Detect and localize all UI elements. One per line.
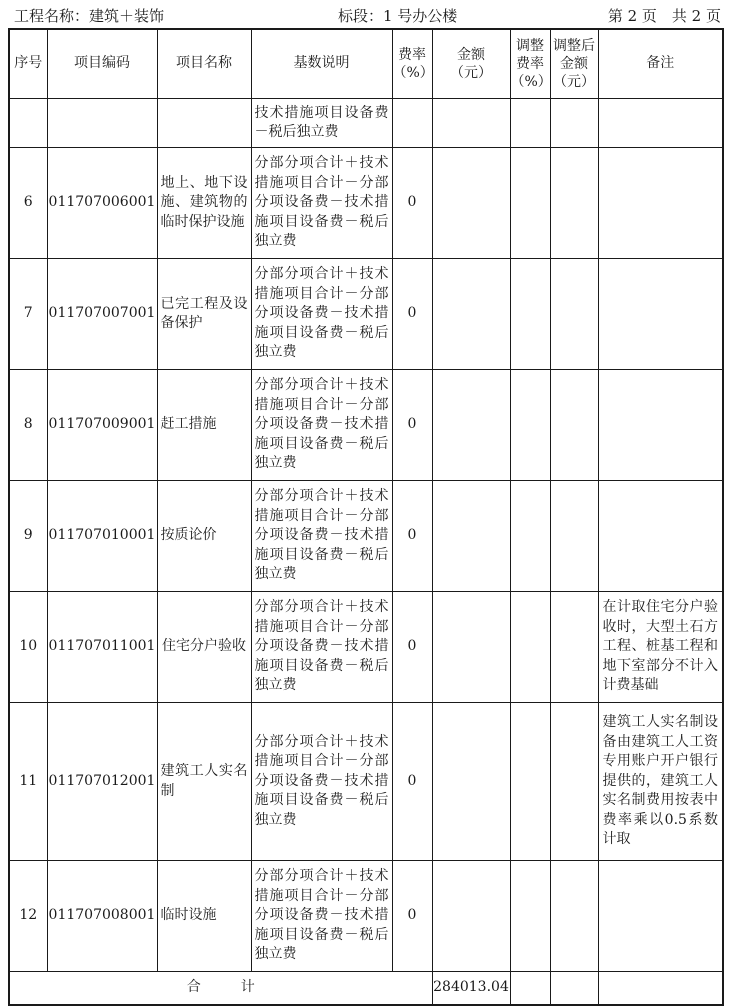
cell-code: 011707008001: [47, 861, 157, 972]
cell-name: 建筑工人实名制: [157, 703, 251, 861]
cell-adj-amount: [550, 592, 598, 703]
cell-adj-rate: [510, 370, 550, 481]
cell-amount: [432, 592, 510, 703]
table-row: [9, 481, 723, 592]
cell-adj-amount: [550, 148, 598, 259]
cell-amount: [432, 481, 510, 592]
cell-adj-rate: [510, 592, 550, 703]
cell-rate: 0: [392, 370, 432, 481]
total-amount: 284013.04: [432, 972, 510, 1006]
cell-adj-amount: [550, 370, 598, 481]
cell-rate: 0: [392, 148, 432, 259]
cell-basis: 技术措施项目设备费－税后独立费: [251, 99, 392, 148]
cell-basis: 分部分项合计＋技术措施项目合计－分部分项设备费－技术措施项目设备费－税后独立费: [251, 481, 392, 592]
cell-seq: 6: [9, 148, 47, 259]
cell-amount: [432, 259, 510, 370]
cell-basis: 分部分项合计＋技术措施项目合计－分部分项设备费－技术措施项目设备费－税后独立费: [251, 861, 392, 972]
cell-adj-amount: [550, 703, 598, 861]
cell-adj-rate: [510, 259, 550, 370]
section-name: 标段：1 号办公楼: [338, 7, 458, 25]
cell-rate: 0: [392, 703, 432, 861]
cell-amount: [432, 861, 510, 972]
cell-adj-amount: [550, 259, 598, 370]
col-adj-amount: 调整后金额（元）: [550, 29, 598, 99]
cell-amount: [432, 370, 510, 481]
cell-code: 011707011001: [47, 592, 157, 703]
cell-seq: 11: [9, 703, 47, 861]
cell-code: 011707006001: [47, 148, 157, 259]
cell-note: [598, 370, 723, 481]
cell-seq: 7: [9, 259, 47, 370]
col-basis: 基数说明: [251, 29, 392, 99]
cell-basis: 分部分项合计＋技术措施项目合计－分部分项设备费－技术措施项目设备费－税后独立费: [251, 703, 392, 861]
cell-name: 临时设施: [157, 861, 251, 972]
col-rate: 费率（%）: [392, 29, 432, 99]
table-row: [9, 592, 723, 703]
col-code: 项目编码: [47, 29, 157, 99]
table-row: [9, 370, 723, 481]
cell-adj-rate: [510, 861, 550, 972]
cell-name: 赶工措施: [157, 370, 251, 481]
cell-code: 011707012001: [47, 703, 157, 861]
cell-note: [598, 259, 723, 370]
cell-rate: 0: [392, 592, 432, 703]
page-number: 第 2 页 共 2 页: [607, 7, 721, 25]
cell-seq: 9: [9, 481, 47, 592]
col-name: 项目名称: [157, 29, 251, 99]
cell-note: [598, 481, 723, 592]
cell-name: 地上、地下设施、建筑物的临时保护设施: [157, 148, 251, 259]
col-note: 备注: [598, 29, 723, 99]
table-row: [9, 259, 723, 370]
col-adj-rate: 调整费率（%）: [510, 29, 550, 99]
cell-rate: 0: [392, 259, 432, 370]
cell-note: 在计取住宅分户验收时，大型土石方工程、桩基工程和地下室部分不计入计费基础: [598, 592, 723, 703]
table-header-row: [9, 29, 723, 99]
cell-rate: 0: [392, 861, 432, 972]
cell-adj-rate: [510, 703, 550, 861]
cell-code: 011707010001: [47, 481, 157, 592]
col-amount: 金额（元）: [432, 29, 510, 99]
table-row: [9, 861, 723, 972]
cell-rate: 0: [392, 481, 432, 592]
cell-name: 已完工程及设备保护: [157, 259, 251, 370]
cell-code: 011707009001: [47, 370, 157, 481]
project-name: 工程名称：建筑＋装饰: [14, 7, 165, 25]
cell-amount: [432, 148, 510, 259]
cell-basis: 分部分项合计＋技术措施项目合计－分部分项设备费－技术措施项目设备费－税后独立费: [251, 370, 392, 481]
cell-code: 011707007001: [47, 259, 157, 370]
cell-basis: 分部分项合计＋技术措施项目合计－分部分项设备费－技术措施项目设备费－税后独立费: [251, 148, 392, 259]
table-row: [9, 703, 723, 861]
cell-note: [598, 148, 723, 259]
cell-name: 住宅分户验收: [157, 592, 251, 703]
total-row: [9, 972, 723, 1006]
table-row-continuation: [9, 99, 723, 148]
cell-basis: 分部分项合计＋技术措施项目合计－分部分项设备费－技术措施项目设备费－税后独立费: [251, 592, 392, 703]
cell-note: [598, 861, 723, 972]
cell-note: 建筑工人实名制设备由建筑工人工资专用账户开户银行提供的，建筑工人实名制费用按表中费率乘以0.5系数计取: [598, 703, 723, 861]
cell-adj-rate: [510, 148, 550, 259]
total-label: 合计: [9, 972, 432, 1006]
cell-seq: 8: [9, 370, 47, 481]
cell-basis: 分部分项合计＋技术措施项目合计－分部分项设备费－技术措施项目设备费－税后独立费: [251, 259, 392, 370]
page-header: [0, 0, 731, 28]
cell-adj-rate: [510, 481, 550, 592]
cell-name: 按质论价: [157, 481, 251, 592]
cell-amount: [432, 703, 510, 861]
cell-seq: 12: [9, 861, 47, 972]
table-row: [9, 148, 723, 259]
cell-adj-amount: [550, 481, 598, 592]
cell-adj-amount: [550, 861, 598, 972]
col-seq: 序号: [9, 29, 47, 99]
cell-seq: 10: [9, 592, 47, 703]
measures-fee-table: [8, 28, 724, 1006]
